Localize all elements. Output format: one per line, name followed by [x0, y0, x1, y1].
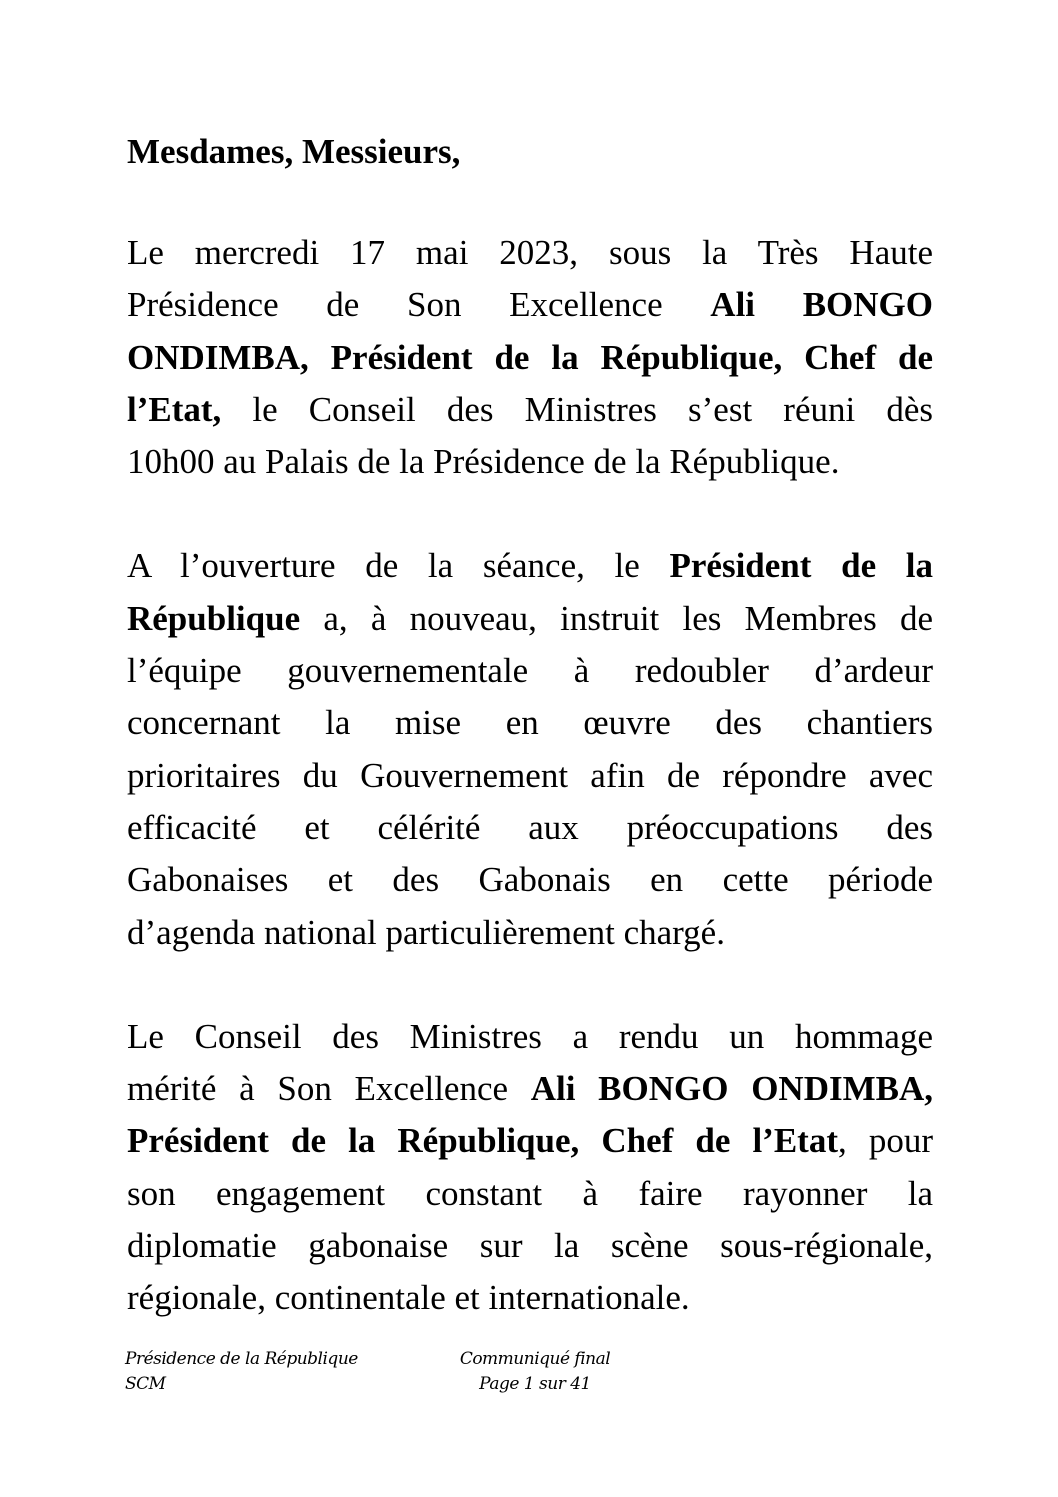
text-line	[127, 854, 933, 906]
text-segment: A l’ouverture de la séance, le	[127, 546, 670, 586]
text-segment: Présidence de Son Excellence	[127, 285, 711, 325]
text-segment: efficacité et célérité aux préoccupations des	[127, 807, 933, 847]
text-line	[127, 802, 933, 854]
text-line	[127, 279, 933, 331]
text-line	[127, 750, 933, 802]
footer-doc-title: Communiqué final	[459, 1349, 611, 1369]
bold-text: Président de la République, Chef de l’Etat	[127, 1121, 838, 1161]
bold-text: République	[127, 598, 301, 638]
text-line	[127, 1272, 933, 1324]
text-segment: le Conseil des Ministres s’est réuni dès	[221, 389, 933, 429]
text-line	[127, 907, 933, 959]
bold-text: Ali BONGO ONDIMBA,	[530, 1069, 933, 1109]
footer-right	[455, 1347, 615, 1397]
text-line	[127, 1063, 933, 1115]
text-line	[127, 332, 933, 384]
text-segment: d’agenda national particulièrement chargé.	[127, 912, 725, 952]
footer-page-number: Page 1 sur 41	[479, 1374, 591, 1394]
text-line	[127, 540, 933, 592]
paragraph	[127, 540, 933, 958]
text-line	[127, 1168, 933, 1220]
text-segment: son engagement constant à faire rayonner la	[127, 1173, 933, 1213]
text-segment: régionale, continentale et internationale.	[127, 1278, 690, 1318]
paragraph	[127, 1011, 933, 1325]
footer-department: SCM	[125, 1374, 166, 1394]
bold-text: ONDIMBA, Président de la République, Chef de	[127, 337, 933, 377]
text-line	[127, 1115, 933, 1167]
document-body	[127, 227, 933, 1325]
text-segment: l’équipe gouvernementale à redoubler d’ardeur	[127, 651, 933, 691]
text-line	[127, 384, 933, 436]
text-segment: concernant la mise en œuvre des chantiers	[127, 703, 933, 743]
text-segment: diplomatie gabonaise sur la scène sous-régionale,	[127, 1226, 933, 1266]
text-line	[127, 436, 933, 488]
text-line	[127, 645, 933, 697]
bold-text: Président de la	[669, 546, 934, 586]
text-line	[127, 593, 933, 645]
bold-text: l’Etat,	[127, 389, 222, 429]
text-line	[127, 227, 933, 279]
footer-left	[125, 1347, 358, 1397]
text-segment: , pour	[838, 1121, 933, 1161]
text-segment: mérité à Son Excellence	[127, 1069, 531, 1109]
footer-issuer: Présidence de la République	[125, 1349, 358, 1369]
text-segment: Gabonaises et des Gabonais en cette période	[127, 860, 933, 900]
text-segment: Le mercredi 17 mai 2023, sous la Très Haute	[127, 233, 933, 272]
paragraph	[127, 227, 933, 488]
text-segment: Le Conseil des Ministres a rendu un hommage	[127, 1016, 933, 1056]
text-line	[127, 1220, 933, 1272]
text-segment: prioritaires du Gouvernement afin de répondre avec	[127, 755, 933, 795]
document-page	[127, 126, 933, 1377]
bold-text: Ali BONGO	[710, 285, 933, 325]
text-line	[127, 697, 933, 749]
text-segment: a, à nouveau, instruit les Membres de	[300, 598, 933, 638]
salutation-heading: Mesdames, Messieurs,	[127, 132, 461, 171]
text-segment: 10h00 au Palais de la Présidence de la République.	[127, 442, 840, 482]
text-line	[127, 1011, 933, 1063]
